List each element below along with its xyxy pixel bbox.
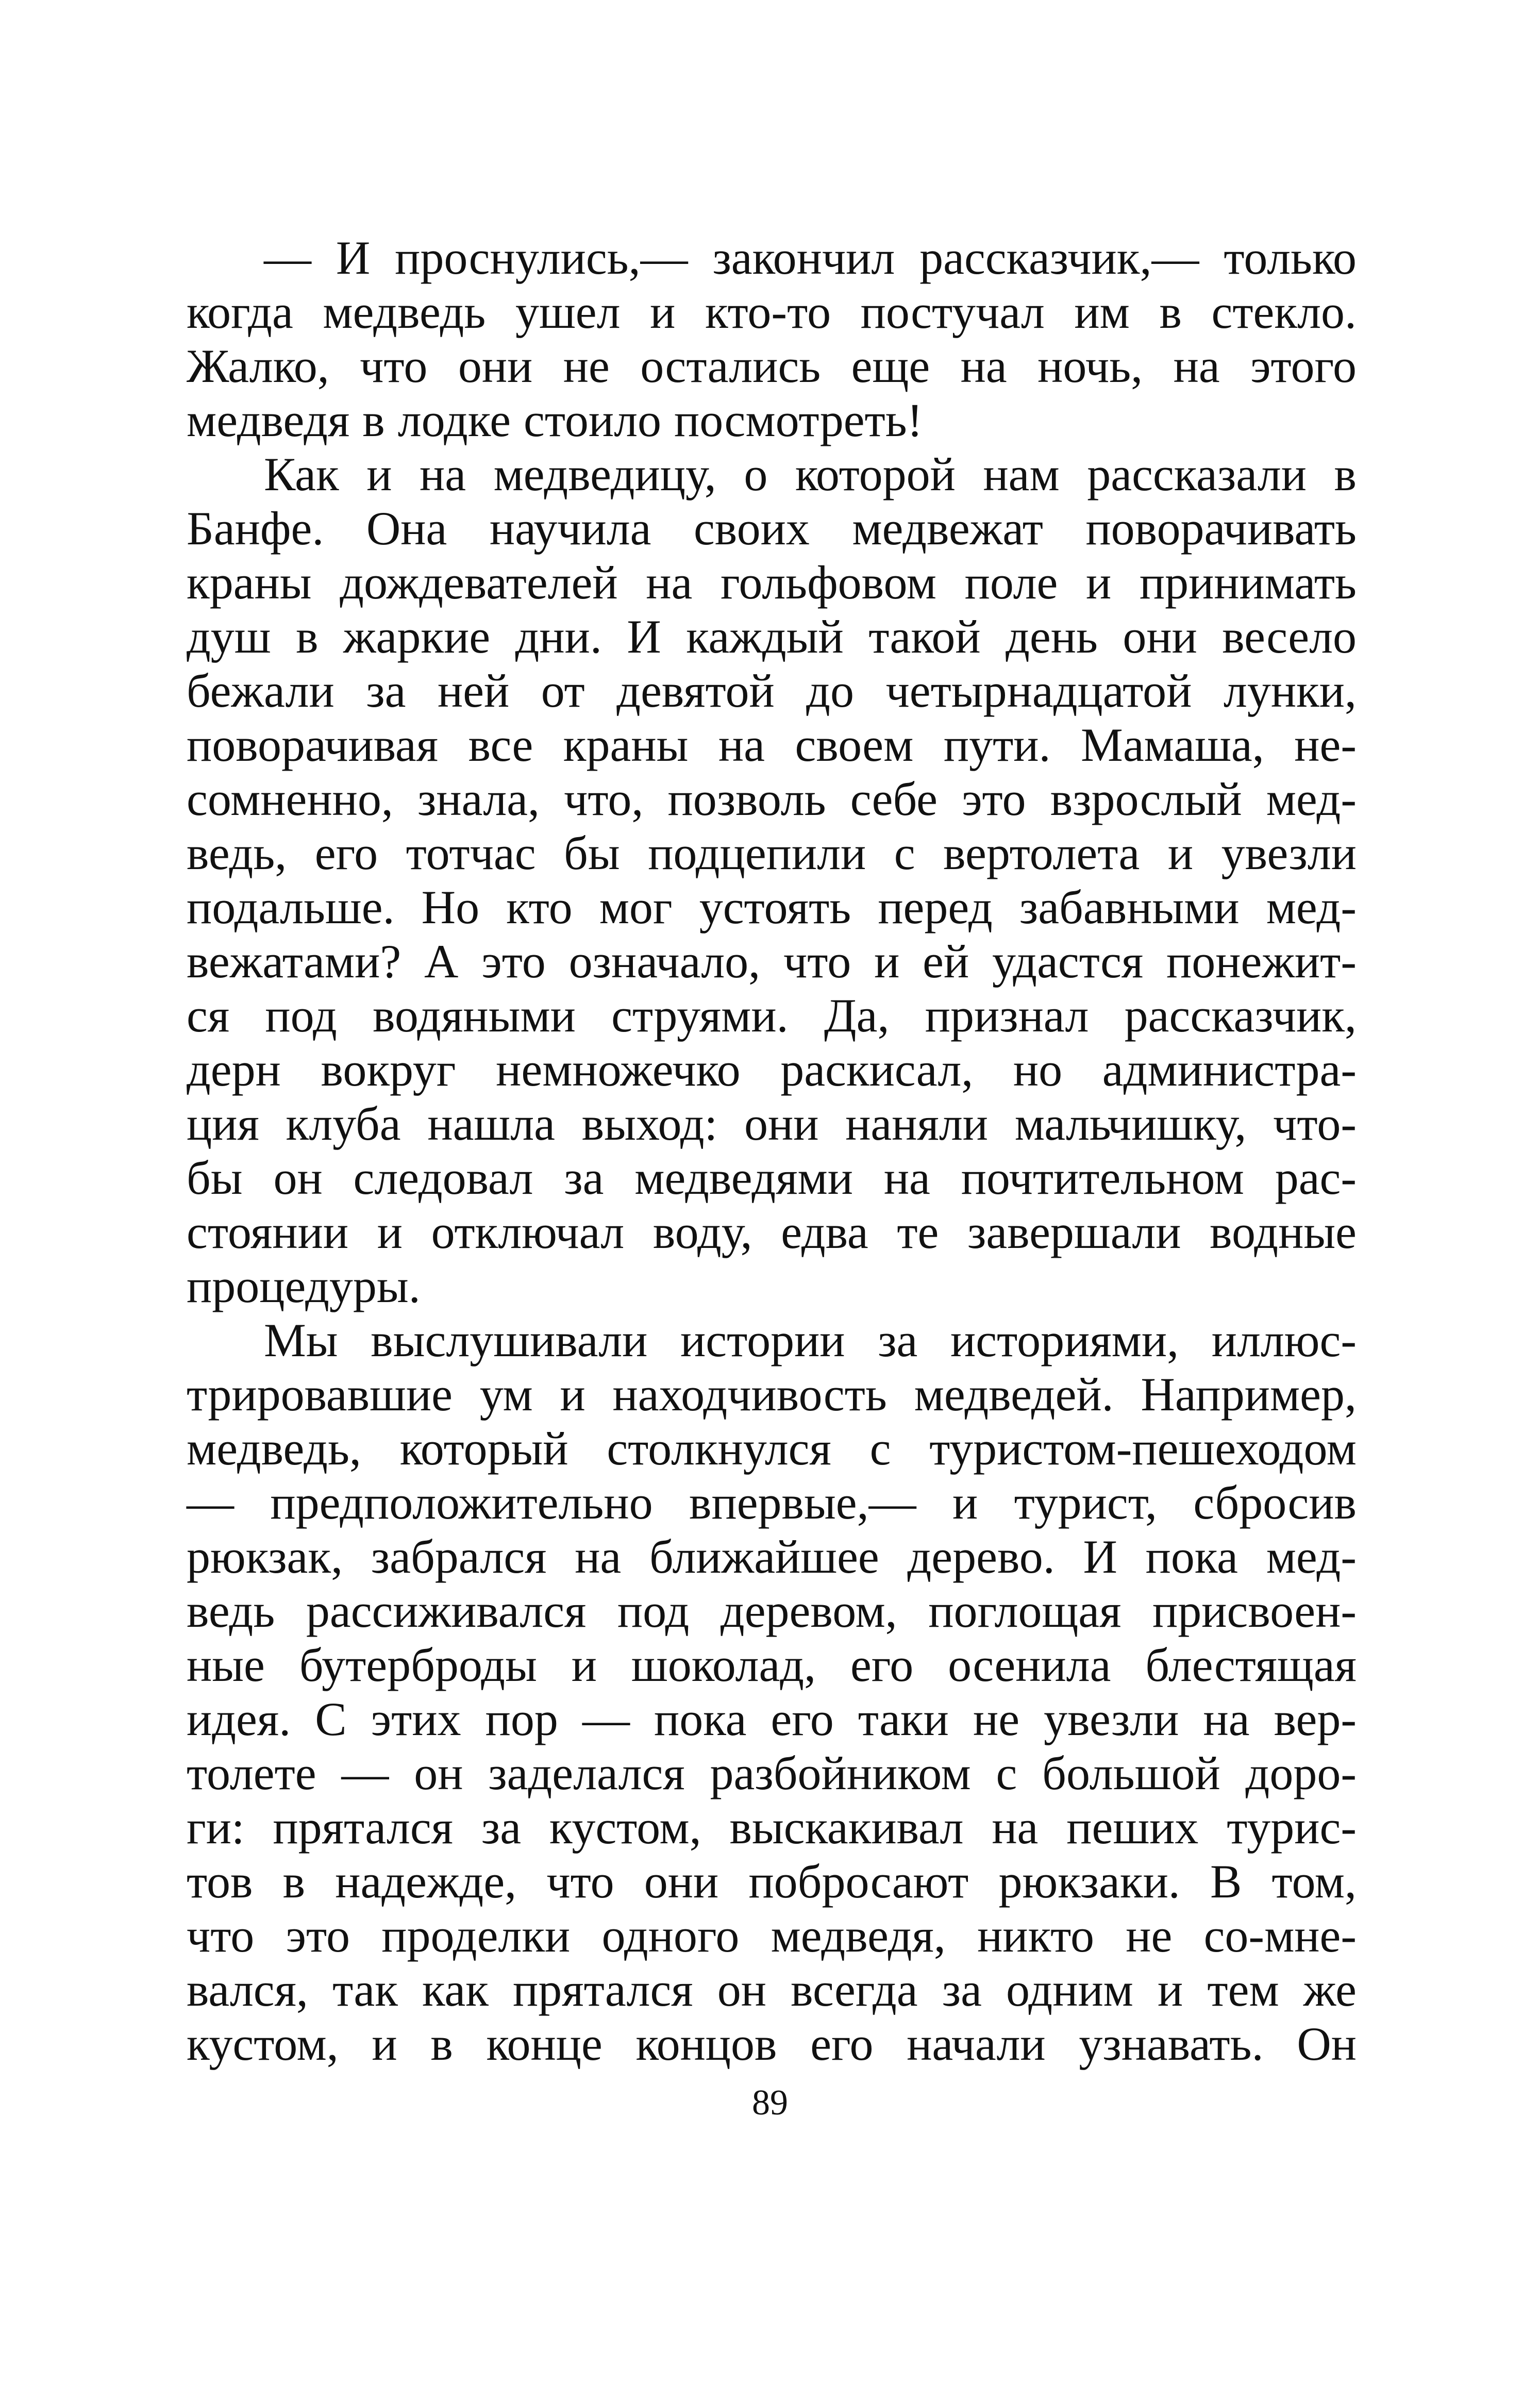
text-line: сомненно, знала, что, позволь себе это взрослый мед- xyxy=(187,773,1357,825)
text-line: кустом, и в конце концов его начали узнавать. Он xyxy=(187,2018,1357,2070)
text-line: что это проделки одного медведя, никто не со-мне- xyxy=(187,1909,1357,1962)
text-line: бежали за ней от девятой до четырнадцатой лунки, xyxy=(187,664,1357,717)
text-line: стоянии и отключал воду, едва те завершали водные xyxy=(187,1206,1357,1258)
text-line: вался, так как прятался он всегда за одним и тем же xyxy=(187,1963,1357,2016)
text-line: душ в жаркие дни. И каждый такой день они весело xyxy=(187,610,1357,663)
text-line: медведя в лодке стоило посмотреть! xyxy=(187,394,923,446)
text-line: — И проснулись,— закончил рассказчик,— только xyxy=(264,231,1357,284)
body-text xyxy=(187,231,1357,2071)
text-line: трировавшие ум и находчивость медведей. Например, xyxy=(187,1368,1357,1421)
text-line: вежатами? А это означало, что и ей удастся понежит- xyxy=(187,935,1357,988)
text-line: процедуры. xyxy=(187,1260,421,1312)
text-line: подальше. Но кто мог устоять перед забавными мед- xyxy=(187,881,1357,934)
text-line: тов в надежде, что они побросают рюкзаки. В том, xyxy=(187,1855,1357,1908)
text-line: поворачивая все краны на своем пути. Мамаша, не- xyxy=(187,719,1357,771)
text-line: ведь рассиживался под деревом, поглощая присвоен- xyxy=(187,1585,1357,1637)
text-line: когда медведь ушел и кто-то постучал им в стекло. xyxy=(187,286,1357,338)
text-line: краны дождевателей на гольфовом поле и принимать xyxy=(187,556,1357,609)
text-line: Мы выслушивали истории за историями, иллюс- xyxy=(264,1314,1357,1366)
text-line: бы он следовал за медведями на почтительном рас- xyxy=(187,1152,1357,1204)
text-line: медведь, который столкнулся с туристом-пешеходом xyxy=(187,1422,1357,1475)
text-line: рюкзак, забрался на ближайшее дерево. И пока мед- xyxy=(187,1530,1357,1583)
text-line: толете — он заделался разбойником с большой доро- xyxy=(187,1747,1357,1799)
text-line: идея. С этих пор — пока его таки не увезли на вер- xyxy=(187,1693,1357,1745)
text-line: ные бутерброды и шоколад, его осенила блестящая xyxy=(187,1639,1357,1691)
text-line: — предположительно впервые,— и турист, сбросив xyxy=(187,1476,1357,1529)
text-line: дерн вокруг немножечко раскисал, но администра- xyxy=(187,1043,1357,1096)
text-line: ги: прятался за кустом, выскакивал на пеших турис- xyxy=(187,1801,1357,1854)
text-line: ведь, его тотчас бы подцепили с вертолета и увезли xyxy=(187,827,1357,879)
text-line: ция клуба нашла выход: они наняли мальчишку, что- xyxy=(187,1097,1357,1150)
text-line: ся под водяными струями. Да, признал рассказчик, xyxy=(187,989,1357,1042)
text-line: Жалко, что они не остались еще на ночь, на этого xyxy=(187,340,1357,392)
text-line: Банфе. Она научила своих медвежат поворачивать xyxy=(187,502,1357,555)
text-line: Как и на медведицу, о которой нам рассказали в xyxy=(264,448,1357,501)
page-number: 89 xyxy=(752,2083,788,2123)
